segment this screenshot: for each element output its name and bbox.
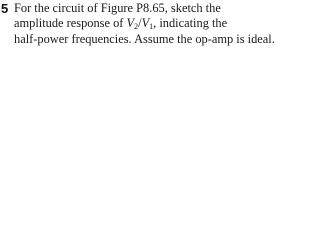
line2-start-text: amplitude response of (14, 16, 127, 31)
ratio-slash: / (138, 16, 142, 31)
v1-symbol: V (141, 16, 150, 31)
v2-subscript: 2 (134, 22, 139, 32)
problem-statement (1, 1, 297, 47)
problem-line-1: For the circuit of Figure P8.65, sketch the (14, 1, 221, 15)
v2-symbol: V (126, 16, 135, 31)
line2-end-text: , indicating the (153, 16, 228, 31)
problem-line-3: half-power frequencies. Assume the op-amp is ideal. (14, 31, 275, 46)
problem-text (14, 1, 297, 47)
problem-number: 5 (1, 1, 9, 16)
v1-subscript: 1 (149, 22, 154, 32)
problem-line-2 (14, 16, 297, 31)
